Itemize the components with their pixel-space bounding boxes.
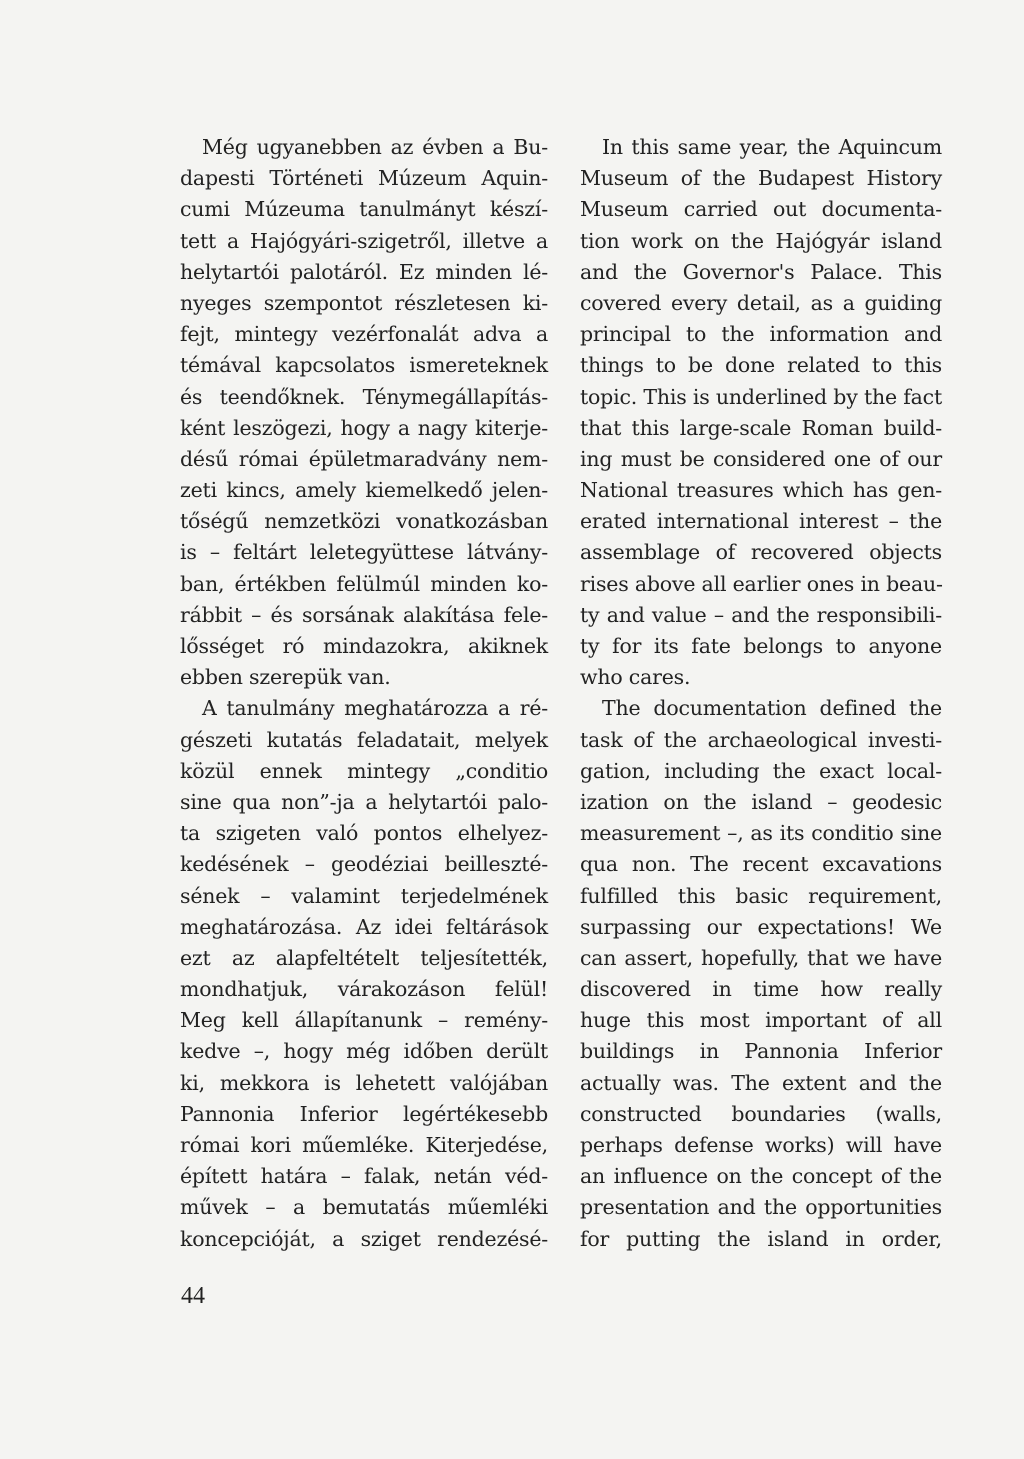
text-line: is – feltárt leletegyüttese látvány- [180, 540, 548, 565]
text-line: principal to the information and [580, 322, 942, 347]
text-line: constructed boundaries (walls, [580, 1101, 942, 1126]
text-line: surpassing our expectations! We [580, 914, 942, 939]
text-line: koncepcióját, a sziget rendezésé- [180, 1226, 548, 1251]
text-line: tőségű nemzetközi vonatkozásban [180, 509, 548, 534]
text-line: things to be done related to this [580, 353, 942, 378]
text-line: désű római épületmaradvány nem- [180, 446, 548, 471]
text-line: és teendőknek. Ténymegállapítás- [180, 384, 548, 409]
text-line: ebben szerepük van. [180, 665, 391, 690]
text-line: In this same year, the Aquincum [602, 135, 942, 159]
text-line: közül ennek mintegy „conditio [180, 758, 548, 783]
text-line: and the Governor's Palace. This [580, 259, 942, 284]
text-line: tion work on the Hajógyár island [580, 228, 942, 253]
text-line: topic. This is underlined by the fact [580, 384, 942, 409]
text-line: fejt, mintegy vezérfonalát adva a [180, 322, 548, 347]
text-line: perhaps defense works) will have [580, 1133, 942, 1157]
text-line: National treasures which has gen- [580, 478, 942, 503]
text-line: buildings in Pannonia Inferior [580, 1039, 942, 1064]
text-line: rábbit – és sorsának alakítása fele- [180, 602, 548, 627]
text-line: for putting the island in order, [580, 1226, 942, 1251]
text-line: sine qua non”-ja a helytartói palo- [180, 789, 548, 814]
text-line: ként leszögezi, hogy a nagy kiterje- [180, 415, 548, 440]
text-line: A tanulmány meghatározza a ré- [202, 696, 548, 721]
text-line: épített határa – falak, netán véd- [180, 1164, 548, 1189]
text-line: covered every detail, as a guiding [580, 290, 942, 315]
text-line: meghatározása. Az idei feltárások [180, 914, 548, 939]
text-line: actually was. The extent and the [580, 1070, 942, 1095]
text-line: ing must be considered one of our [580, 446, 942, 471]
text-line: Museum of the Budapest History [580, 166, 942, 191]
text-line: művek – a bemutatás műemléki [180, 1195, 548, 1220]
english-text-column [580, 132, 942, 1255]
text-line: qua non. The recent excavations [580, 852, 942, 877]
text-line: nyeges szempontot részletesen ki- [180, 290, 548, 315]
text-line: sének – valamint terjedelmének [180, 883, 548, 908]
text-line: tett a Hajógyári-szigetről, illetve a [180, 228, 548, 253]
text-line: assemblage of recovered objects [580, 540, 942, 565]
text-line: Meg kell állapítanunk – remény- [180, 1008, 548, 1033]
text-line: fulfilled this basic requirement, [580, 883, 942, 908]
text-line: task of the archaeological investi- [580, 727, 942, 752]
text-line: presentation and the opportunities [580, 1195, 942, 1220]
text-line: Museum carried out documenta- [580, 197, 942, 222]
text-line: kedésének – geodéziai beilleszté- [180, 852, 548, 877]
text-line: Még ugyanebben az évben a Bu- [202, 135, 548, 159]
text-line: római kori műemléke. Kiterjedése, [180, 1133, 548, 1157]
text-line: erated international interest – the [580, 509, 942, 534]
text-line: helytartói palotáról. Ez minden lé- [180, 259, 548, 284]
text-line: zeti kincs, amely kiemelkedő jelen- [180, 478, 548, 503]
page-number: 44 [181, 1283, 205, 1309]
text-line: ty for its fate belongs to anyone [580, 634, 942, 658]
text-line: gészeti kutatás feladatait, melyek [180, 727, 548, 752]
text-line: ization on the island – geodesic [580, 789, 942, 814]
text-line: ta szigeten való pontos elhelyez- [180, 821, 548, 846]
text-line: cumi Múzeuma tanulmányt készí- [180, 197, 548, 222]
text-line: The documentation defined the [602, 696, 942, 721]
text-line: discovered in time how really [580, 977, 942, 1002]
text-line: ty and value – and the responsibili- [580, 602, 942, 627]
hungarian-text-column [180, 132, 548, 1255]
text-line: ban, értékben felülmúl minden ko- [180, 571, 548, 596]
text-line: dapesti Történeti Múzeum Aquin- [180, 166, 548, 191]
text-line: gation, including the exact local- [580, 758, 942, 783]
text-line: Pannonia Inferior legértékesebb [180, 1101, 548, 1126]
text-line: an influence on the concept of the [580, 1164, 942, 1189]
text-line: huge this most important of all [580, 1008, 942, 1033]
text-line: mondhatjuk, várakozáson felül! [180, 977, 548, 1002]
text-line: can assert, hopefully, that we have [580, 945, 942, 970]
text-line: ezt az alapfeltételt teljesítették, [180, 945, 548, 970]
text-line: measurement –, as its conditio sine [580, 821, 942, 846]
text-line: who cares. [580, 665, 691, 690]
text-line: ki, mekkora is lehetett valójában [180, 1070, 548, 1095]
text-line: témával kapcsolatos ismereteknek [180, 353, 548, 378]
text-line: kedve –, hogy még időben derült [180, 1039, 548, 1064]
text-line: lősséget ró mindazokra, akiknek [180, 634, 548, 658]
text-line: rises above all earlier ones in beau- [580, 571, 943, 596]
text-line: that this large-scale Roman build- [580, 415, 942, 440]
